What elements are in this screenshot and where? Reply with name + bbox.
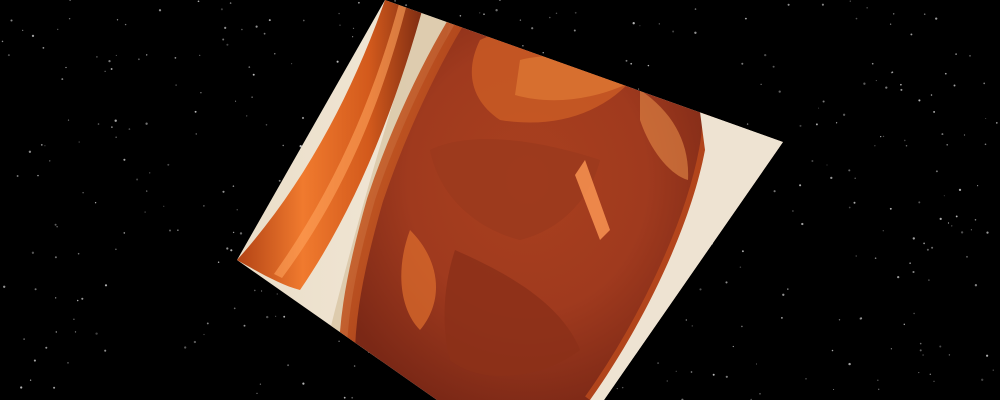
photo-content — [200, 0, 820, 400]
